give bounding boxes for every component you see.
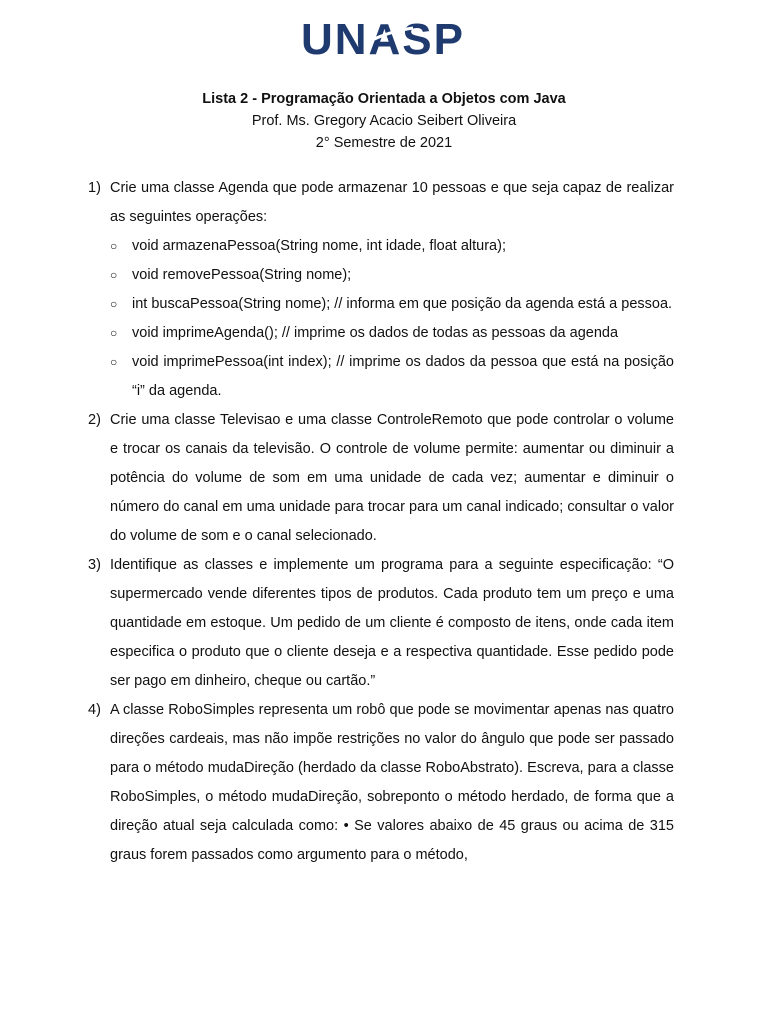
question-text: Crie uma classe Televisao e uma classe ControleRemoto que pode controlar o volume e trocar os canais da televisão. O controle de volume permite: aumentar ou diminuir a potência do volume de som em uma unidade de cada vez; aumentar e diminuir o número do canal em uma unidade para trocar para um canal indicado; consultar o valor do volume de som e o canal selecionado. [110,412,674,544]
unasp-logo [273,14,493,64]
list-item: ○ void imprimeAgenda(); // imprime os dados de todas as pessoas da agenda [110,319,674,348]
list-item: ○ void removePessoa(String nome); [110,261,674,290]
bullet-circle-icon: ○ [110,268,118,282]
question-text: A classe RoboSimples representa um robô que pode se movimentar apenas nas quatro direções cardeais, mas não impõe restrições no valor do ângulo que pode ser passado para o método mudaDireção (herdado da classe RoboAbstrato). Escreva, para a classe RoboSimples, o método mudaDireção, sobreponto o método herdado, de forma que a direção atual seja calculada como: • Se valores abaixo de 45 graus ou acima de 315 graus forem passados como argumento para o método, [110,702,674,863]
question-text: Identifique as classes e implemente um programa para a seguinte especificação: “O supermercado vende diferentes tipos de produtos. Cada produto tem um preço e uma quantidade em estoque. Um pedido de um cliente é composto de itens, onde cada item especifica o produto que o cliente deseja e a respectiva quantidade. Esse pedido pode ser pago em dinheiro, cheque ou cartão.” [110,557,674,689]
document-header [0,88,768,154]
question-number: 4) [88,702,101,718]
question-3 [88,551,674,696]
semester: 2° Semestre de 2021 [315,135,453,151]
professor-name: Prof. Ms. Gregory Acacio Seibert Oliveira [251,113,517,129]
bullet-circle-icon: ○ [110,326,118,340]
question-text: Crie uma classe Agenda que pode armazenar 10 pessoas e que seja capaz de realizar as seguintes operações: [110,180,674,225]
question-2 [88,406,674,551]
unasp-logo-graphic [273,14,493,64]
questions-list [88,174,674,870]
operations-list [110,232,674,406]
question-number: 2) [88,412,101,428]
question-4 [88,696,674,870]
bullet-circle-icon: ○ [110,297,118,311]
document-title: Lista 2 - Programação Orientada a Objetos com Java [202,91,566,107]
list-item: ○ int buscaPessoa(String nome); // informa em que posição da agenda está a pessoa. [110,290,674,319]
list-item: ○ void armazenaPessoa(String nome, int idade, float altura); [110,232,674,261]
list-item: ○ void imprimePessoa(int index); // imprime os dados da pessoa que está na posição “i” da agenda. [110,348,674,406]
question-number: 1) [88,180,101,196]
bullet-circle-icon: ○ [110,355,118,369]
logo-text: UNASP [300,15,466,64]
question-number: 3) [88,557,101,573]
question-1 [88,174,674,406]
bullet-circle-icon: ○ [110,239,118,253]
